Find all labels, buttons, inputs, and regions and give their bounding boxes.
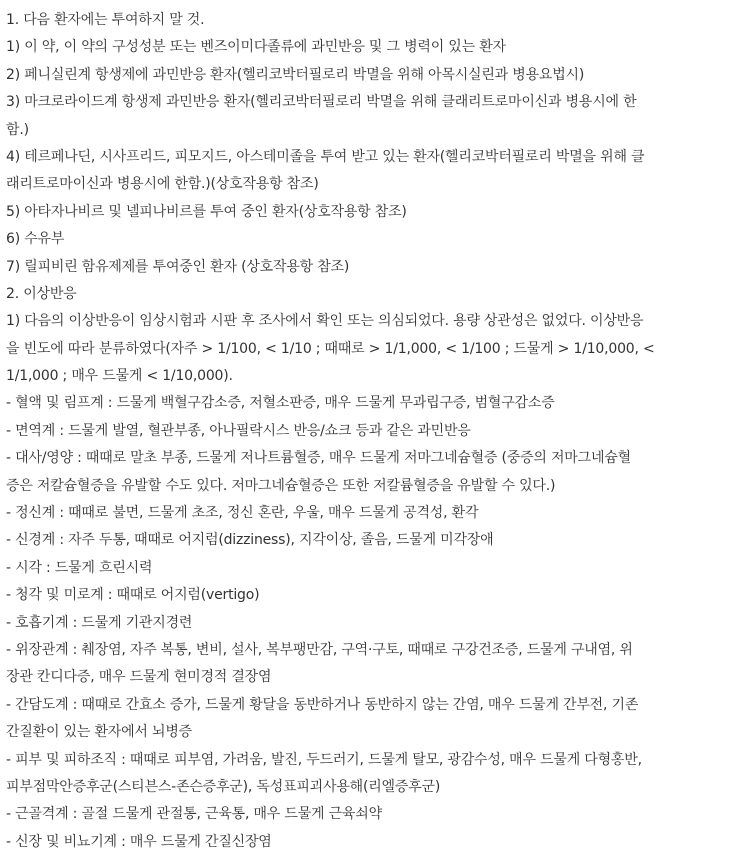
text-line: 1. 다음 환자에는 투여하지 말 것. <box>6 12 205 28</box>
text-line: 을 빈도에 따라 분류하였다(자주 > 1/100, < 1/10 ; 때때로 > 1/1,000, < 1/100 ; 드물게 > 1/10,000, < <box>6 340 655 357</box>
text-line: - 혈액 및 림프계 : 드물게 백혈구감소증, 저혈소판증, 매우 드물게 무과립구증, 범혈구감소증 <box>6 395 555 412</box>
text-line: 래리트로마이신과 병용시에 한함.)(상호작용항 참조) <box>6 176 319 193</box>
text-line: 2) 페니실린계 항생제에 과민반응 환자(헬리코박터필로리 박멸을 위해 아목시실린과 병용요법시) <box>6 66 585 83</box>
text-line: 1) 다음의 이상반응이 임상시험과 시판 후 조사에서 확인 또는 의심되었다. 용량 상관성은 없었다. 이상반응 <box>6 313 644 330</box>
text-line: 3) 마크로라이드계 항생제 과민반응 환자(헬리코박터필로리 박멸을 위해 클래리트로마이신과 병용시에 한 <box>6 94 637 111</box>
text-line: - 정신계 : 때때로 불면, 드물게 초조, 정신 혼란, 우울, 매우 드물게 공격성, 환각 <box>6 505 479 522</box>
text-line: - 위장관계 : 췌장염, 자주 복통, 변비, 설사, 복부팽만감, 구역·구토, 때때로 구강건조증, 드물게 구내염, 위 <box>6 641 633 658</box>
text-line: 1/1,000 ; 매우 드물게 < 1/10,000). <box>6 368 233 385</box>
text-line: - 호흡기계 : 드물게 기관지경련 <box>6 614 193 631</box>
text-line: - 피부 및 피하조직 : 때때로 피부염, 가려움, 발진, 두드러기, 드물게 탈모, 광감수성, 매우 드물게 다형홍반, <box>6 751 642 768</box>
text-line: 함.) <box>6 121 29 138</box>
text-line: - 청각 및 미로계 : 때때로 어지럼(vertigo) <box>6 587 260 604</box>
text-line: 간질환이 있는 환자에서 뇌병증 <box>6 724 192 741</box>
text-line: 증은 저칼슘혈증을 유발할 수도 있다. 저마그네슘혈증은 또한 저칼륨혈증을 유발할 수 있다.) <box>6 477 556 494</box>
text-line: 6) 수유부 <box>6 231 65 248</box>
text-line: 4) 테르페나딘, 시사프리드, 피모지드, 아스테미졸을 투여 받고 있는 환자(헬리코박터필로리 박멸을 위해 클 <box>6 148 645 165</box>
text-line: - 면역계 : 드물게 발열, 혈관부종, 아나필락시스 반응/쇼크 등과 같은 과민반응 <box>6 422 471 439</box>
text-line: 1) 이 약, 이 약의 구성성분 또는 벤즈이미다졸류에 과민반응 및 그 병력이 있는 환자 <box>6 39 506 56</box>
text-line: 7) 릴피비린 함유제제를 투여중인 환자 (상호작용항 참조) <box>6 258 350 275</box>
text-line: - 간담도계 : 때때로 간효소 증가, 드물게 황달을 동반하거나 동반하지 않는 간염, 매우 드물게 간부전, 기존 <box>6 696 639 713</box>
text-line: 피부점막안증후군(스티븐스-존슨증후군), 독성표피괴사용해(리엘증후군) <box>6 778 441 795</box>
text-line: 5) 아타자나비르 및 넬피나비르를 투여 중인 환자(상호작용항 참조) <box>6 203 407 220</box>
text-line: 2. 이상반응 <box>6 285 77 302</box>
text-line: - 시각 : 드물게 흐린시력 <box>6 559 153 576</box>
text-line: 장관 칸디다증, 매우 드물게 현미경적 결장염 <box>6 669 272 686</box>
text-line: - 대사/영양 : 때때로 말초 부종, 드물게 저나트륨혈증, 매우 드물게 저마그네슘혈증 (중증의 저마그네슘혈 <box>6 450 631 467</box>
text-line: - 신경계 : 자주 두통, 때때로 어지럼(dizziness), 지각이상, 졸음, 드물게 미각장애 <box>6 532 494 549</box>
text-line: - 근골격계 : 골절 드물게 관절통, 근육통, 매우 드물게 근육쇠약 <box>6 806 382 823</box>
text-line: - 신장 및 비뇨기계 : 매우 드물게 간질신장염 <box>6 833 272 850</box>
